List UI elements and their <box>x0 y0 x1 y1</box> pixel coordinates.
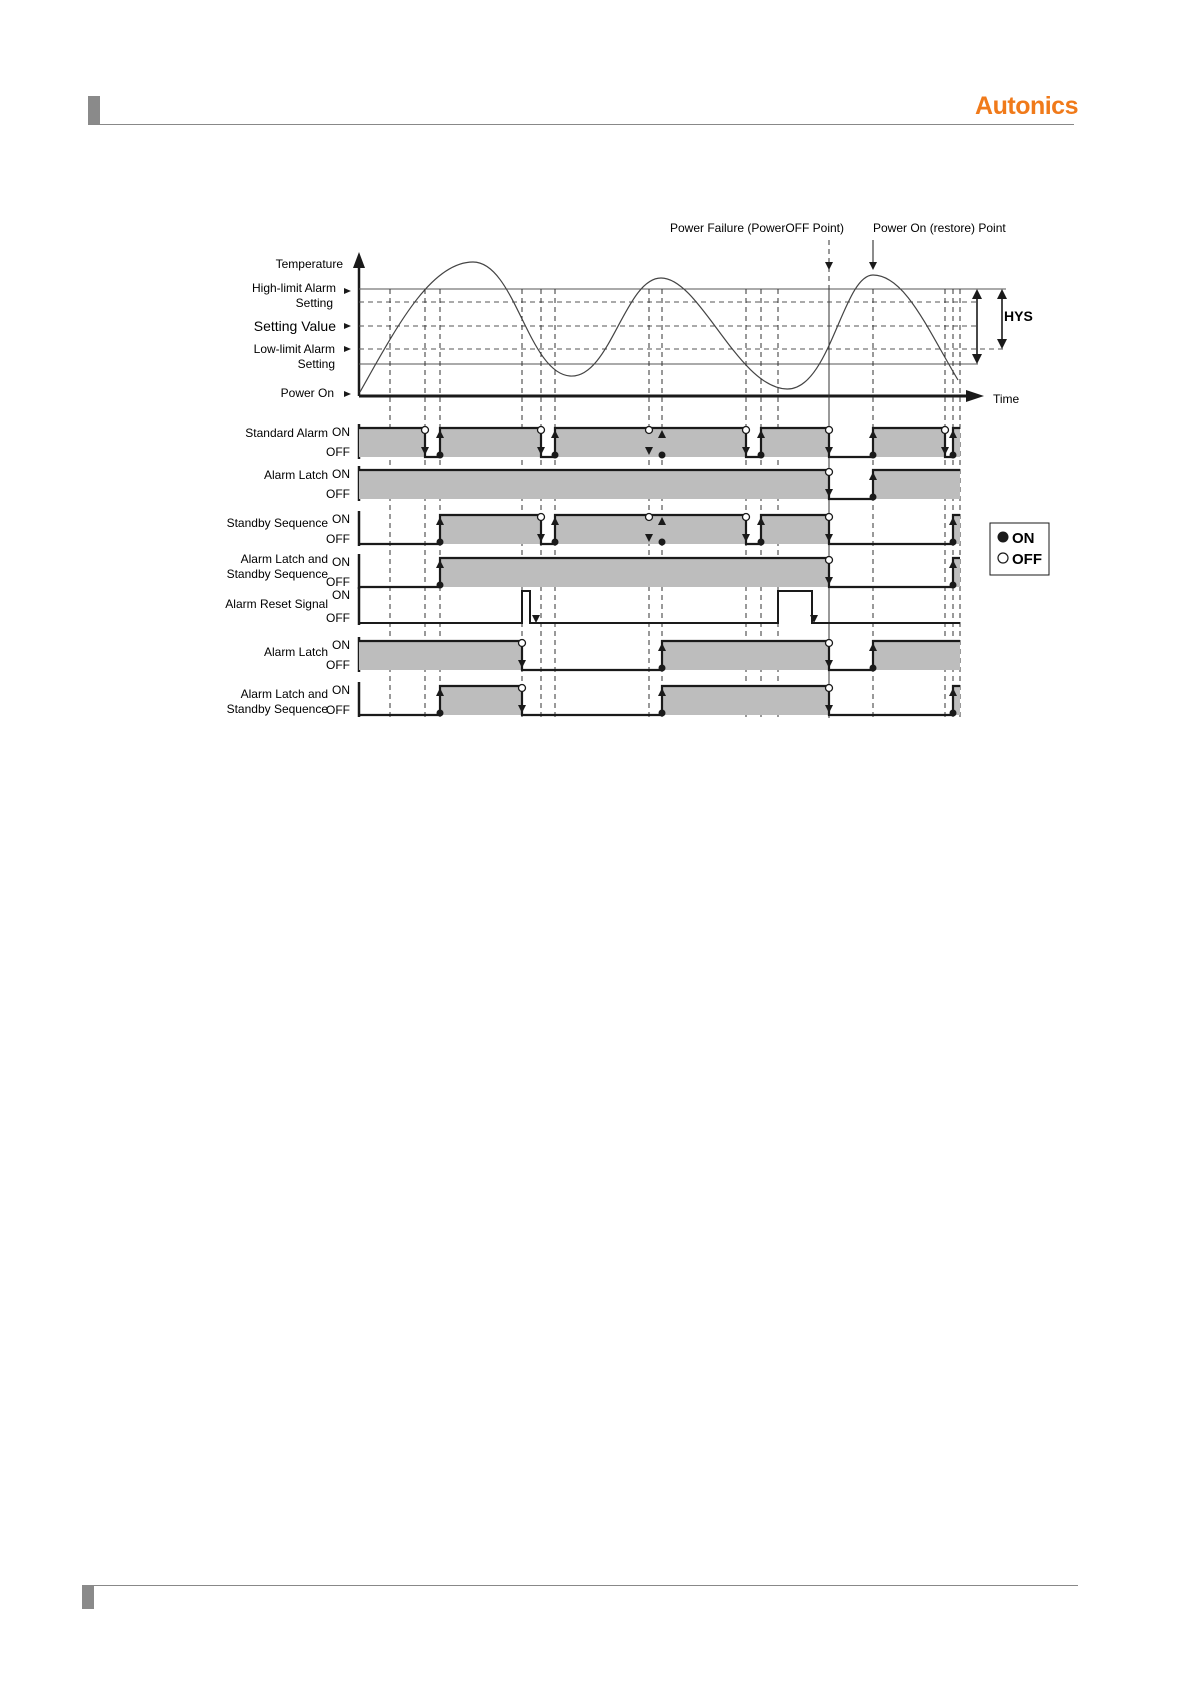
temperature-axis-label: Temperature <box>275 257 343 271</box>
row-0-on-region <box>873 428 945 457</box>
row-6-off-event-icon <box>826 685 833 692</box>
row-0-on-event-icon <box>758 452 765 459</box>
row-5-on-event-icon <box>870 665 877 672</box>
row-6-on-event-icon <box>437 710 444 717</box>
row-4-name: Alarm Reset Signal <box>225 597 328 611</box>
row-0-on-event-icon <box>659 452 666 459</box>
temperature-axis-arrow-icon <box>353 252 365 268</box>
row-1-off-label: OFF <box>326 487 350 501</box>
hys-arrow-down-icon <box>997 339 1007 349</box>
hys-label: HYS <box>1004 308 1033 324</box>
row-5-on-region <box>662 641 829 670</box>
row-0-on-region <box>359 428 425 457</box>
power-failure-label: Power Failure (PowerOFF Point) <box>669 221 845 235</box>
brand-logo: Autonics <box>975 92 1078 120</box>
power-failure-arrow-icon <box>825 262 833 270</box>
row-3-on-event-icon <box>950 582 957 589</box>
row-0-on-label: ON <box>332 425 350 439</box>
row-1-on-label: ON <box>332 467 350 481</box>
row-0-off-event-icon <box>646 427 653 434</box>
row-6-on-event-icon <box>659 710 666 717</box>
setting-value-label: Setting Value <box>253 318 336 334</box>
row-0-on-event-icon <box>950 452 957 459</box>
row-6-name: Alarm Latch and <box>240 687 328 701</box>
row-6-on-event-icon <box>950 710 957 717</box>
low-limit-label: Low-limit Alarm <box>253 342 335 356</box>
row-2-off-event-icon <box>646 514 653 521</box>
footer-marker <box>82 1585 94 1609</box>
row-2-name: Standby Sequence <box>226 516 328 530</box>
row-5-on-label: ON <box>332 638 350 652</box>
row-5-on-region <box>359 641 522 670</box>
row-0-off-event-icon <box>942 427 949 434</box>
row-2-on-event-icon <box>437 539 444 546</box>
hys-arrow-up-icon <box>972 289 982 299</box>
row-5-off-event-icon <box>826 640 833 647</box>
row-5-on-event-icon <box>659 665 666 672</box>
row-3-off-event-icon <box>826 557 833 564</box>
row-2-on-event-icon <box>552 539 559 546</box>
low-limit-label-2: Setting <box>297 357 335 371</box>
temperature-curve <box>360 262 958 392</box>
row-1-on-region <box>873 470 960 499</box>
hys-arrow-up-icon <box>997 289 1007 299</box>
row-2-off-event-icon <box>743 514 750 521</box>
row-2-on-label: ON <box>332 512 350 526</box>
row-5-name: Alarm Latch <box>263 645 328 659</box>
power-restore-label: Power On (restore) Point <box>873 221 1006 235</box>
row-6-off-event-icon <box>519 685 526 692</box>
legend-off-label: OFF <box>1012 551 1042 568</box>
row-5-on-region <box>873 641 960 670</box>
footer-rule <box>82 1585 1078 1586</box>
power-on-pointer-icon <box>344 391 351 397</box>
row-6-on-region <box>440 686 522 715</box>
row-2-on-event-icon <box>758 539 765 546</box>
row-0-on-event-icon <box>437 452 444 459</box>
row-0-off-event-icon <box>422 427 429 434</box>
row-1-off-event-icon <box>826 469 833 476</box>
row-2-off-event-icon <box>538 514 545 521</box>
row-1-name: Alarm Latch <box>263 468 328 482</box>
row-4-off-label: OFF <box>326 611 350 625</box>
row-2-on-region <box>440 515 541 544</box>
row-6-off-label: OFF <box>326 703 350 717</box>
row-2-on-event-icon <box>950 539 957 546</box>
row-6-on-label: ON <box>332 683 350 697</box>
row-0-off-event-icon <box>743 427 750 434</box>
timing-plot <box>225 240 1007 718</box>
row-0-name: Standard Alarm <box>245 426 328 440</box>
row-2-off-event-icon <box>826 514 833 521</box>
row-4-on-label: ON <box>332 588 350 602</box>
row-2-on-region <box>761 515 829 544</box>
row-5-off-label: OFF <box>326 658 350 672</box>
row-2-off-label: OFF <box>326 532 350 546</box>
row-0-on-region <box>440 428 541 457</box>
row-1-on-event-icon <box>870 494 877 501</box>
row-3-on-label: ON <box>332 555 350 569</box>
high-limit-pointer-icon <box>344 288 351 294</box>
row-0-on-event-icon <box>552 452 559 459</box>
row-3-name-2: Standby Sequence <box>226 567 328 581</box>
row-6-on-region <box>662 686 829 715</box>
row-3-name: Alarm Latch and <box>240 552 328 566</box>
row-3-on-region <box>440 558 829 587</box>
row-6-name-2: Standby Sequence <box>226 702 328 716</box>
low-limit-pointer-icon <box>344 346 351 352</box>
power-restore-arrow-icon <box>869 262 877 270</box>
legend-on-icon <box>998 532 1009 543</box>
row-3-off-label: OFF <box>326 575 350 589</box>
power-on-label: Power On <box>280 386 334 400</box>
row-2-on-event-icon <box>659 539 666 546</box>
legend-on-label: ON <box>1012 530 1035 547</box>
reset-fall-arrow-icon <box>532 615 540 623</box>
high-limit-label-2: Setting <box>295 296 333 310</box>
time-axis-label: Time <box>993 392 1020 406</box>
reset-signal-trace <box>359 591 960 623</box>
row-5-off-event-icon <box>519 640 526 647</box>
hys-arrow-down-icon <box>972 354 982 364</box>
time-axis-arrow-icon <box>966 390 984 402</box>
setting-value-pointer-icon <box>344 323 351 329</box>
row-1-on-region <box>359 470 829 499</box>
row-0-on-region <box>761 428 829 457</box>
row-0-off-label: OFF <box>326 445 350 459</box>
row-0-on-event-icon <box>870 452 877 459</box>
row-3-on-event-icon <box>437 582 444 589</box>
row-0-off-event-icon <box>826 427 833 434</box>
legend-off-icon <box>998 553 1008 563</box>
high-limit-label: High-limit Alarm <box>251 281 336 295</box>
row-0-off-event-icon <box>538 427 545 434</box>
